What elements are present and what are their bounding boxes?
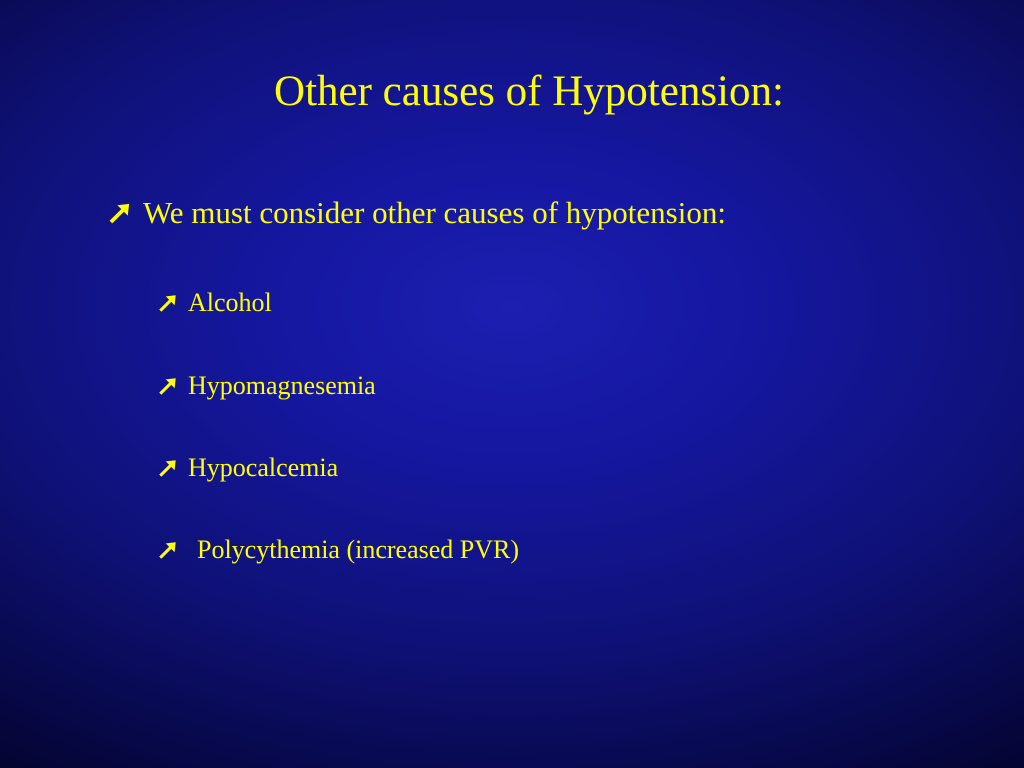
sub-bullet-alcohol (157, 286, 272, 320)
sub-bullet-text: Alcohol (188, 288, 272, 317)
sub-bullet-text: Hypomagnesemia (188, 371, 376, 400)
sub-bullet-hypocalcemia (157, 451, 338, 485)
arrow-up-right-icon (157, 539, 179, 561)
main-bullet (107, 193, 726, 233)
sub-bullet-text: Hypocalcemia (188, 453, 339, 482)
sub-bullet-polycythemia (157, 533, 519, 567)
main-bullet-text: We must consider other causes of hypotension: (143, 195, 726, 230)
slide-title: Other causes of Hypotension: (274, 68, 784, 115)
arrow-up-right-icon (107, 200, 133, 226)
arrow-up-right-icon (157, 375, 179, 397)
sub-bullet-hypomagnesemia (157, 369, 376, 403)
arrow-up-right-icon (157, 457, 179, 479)
arrow-up-right-icon (157, 292, 179, 314)
sub-bullet-text: Polycythemia (increased PVR) (197, 535, 520, 564)
